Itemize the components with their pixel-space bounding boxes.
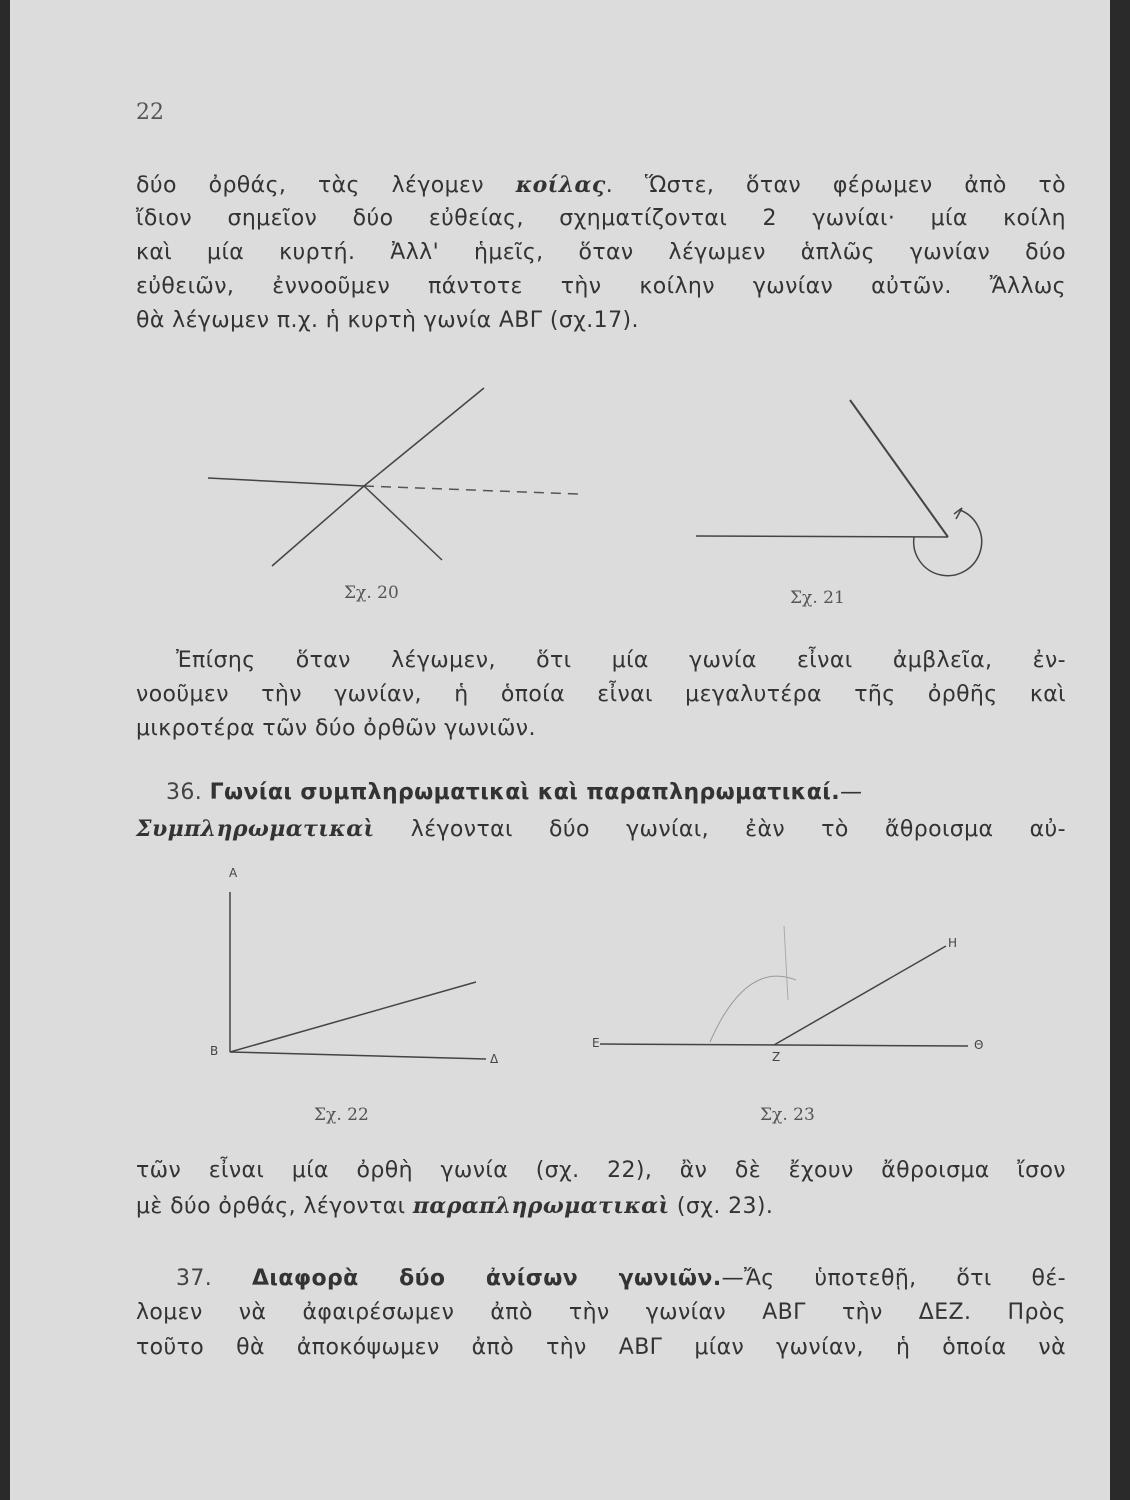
text-run: (σχ. 23).: [669, 1194, 774, 1219]
section-36-title: Γωνίαι συμπληρωματικαὶ καὶ παραπληρωματικαί.: [209, 780, 840, 805]
book-page: [10, 0, 1110, 1500]
figure-21-caption: Σχ. 21: [790, 588, 845, 608]
fig22-label-B: B: [210, 1044, 219, 1058]
emphasis-term: παραπληρωματικαὶ: [412, 1193, 670, 1219]
section-36-number: 36.: [166, 780, 203, 805]
emphasis-term: Συμπληρωματικαὶ: [136, 816, 375, 842]
page-number: 22: [136, 100, 164, 125]
emphasis-term: κοίλας: [515, 172, 606, 198]
fig23-faint-arc: [710, 976, 796, 1042]
paragraph-3-line-2: [136, 1193, 1066, 1219]
paragraph-1-line-3: καὶ μία κυρτή. Ἀλλ' ἡμεῖς, ὅταν λέγωμεν ἁπλῶς γωνίαν δύο: [136, 240, 1066, 265]
figure-22-caption: Σχ. 22: [314, 1105, 369, 1125]
text-run: μὲ δύο ὀρθάς, λέγονται: [136, 1194, 413, 1219]
figure-20-caption: Σχ. 20: [344, 583, 399, 603]
text-run: δύο ὀρθάς, τὰς λέγομεν: [136, 173, 516, 198]
paragraph-3-line-1: τῶν εἶναι μία ὀρθὴ γωνία (σχ. 22), ἂν δὲ ἔχουν ἄθροισμα ἴσον: [136, 1158, 1066, 1183]
text-run: . Ὥστε, ὅταν φέρωμεν ἀπὸ τὸ: [605, 173, 1066, 198]
figure-23-caption: Σχ. 23: [760, 1105, 815, 1125]
text-run: λέγονται δύο γωνίαι, ἐὰν τὸ ἄθροισμα αὐ-: [374, 817, 1066, 842]
fig23-label-E: E: [592, 1036, 600, 1050]
section-36-dash: —: [839, 780, 863, 805]
fig23-ray-ZH: [774, 946, 946, 1045]
paragraph-1-line-5: θὰ λέγωμεν π.χ. ἡ κυρτὴ γωνία ΑΒΓ (σχ.17).: [136, 308, 639, 333]
text-run: —Ἄς ὑποτεθῇ, ὅτι θέ-: [721, 1266, 1066, 1291]
fig22-label-A: A: [229, 866, 238, 880]
paragraph-1-line-4: εὐθειῶν, ἐννοοῦμεν πάντοτε τὴν κοίλην γωνίαν αὐτῶν. Ἄλλως: [136, 274, 1066, 299]
fig22-label-D: Δ: [490, 1052, 499, 1066]
paragraph-2-line-2: νοοῦμεν τὴν γωνίαν, ἡ ὁποία εἶναι μεγαλυτέρα τῆς ὀρθῆς καὶ: [136, 682, 1066, 707]
section-37-number: 37.: [176, 1266, 213, 1291]
fig23-line-E-TH: [600, 1044, 968, 1046]
paragraph-2-line-3: μικροτέρα τῶν δύο ὀρθῶν γωνιῶν.: [136, 716, 536, 741]
fig23-label-TH: Θ: [974, 1038, 984, 1052]
paragraph-2-line-1: Ἐπίσης ὅταν λέγωμεν, ὅτι μία γωνία εἶναι ἀμβλεῖα, ἐν-: [176, 648, 1066, 673]
fig23-label-Z: Z: [772, 1050, 781, 1064]
section-37-line-2: λομεν νὰ ἀφαιρέσωμεν ἀπὸ τὴν γωνίαν ΑΒΓ τὴν ΔΕΖ. Πρὸς: [136, 1300, 1066, 1325]
section-37-line-3: τοῦτο θὰ ἀποκόψωμεν ἀπὸ τὴν ΑΒΓ μίαν γωνίαν, ἡ ὁποία νὰ: [136, 1335, 1066, 1360]
section-37-heading-line: [176, 1266, 1066, 1291]
fig23-faint-line: [784, 926, 788, 1000]
paragraph-1-line-2: ἴδιον σημεῖον δύο εὐθείας, σχηματίζονται 2 γωνίαι· μία κοίλη: [136, 206, 1066, 231]
section-37-title: Διαφορὰ δύο ἀνίσων γωνιῶν.: [251, 1266, 722, 1291]
fig23-label-H: H: [948, 936, 958, 950]
